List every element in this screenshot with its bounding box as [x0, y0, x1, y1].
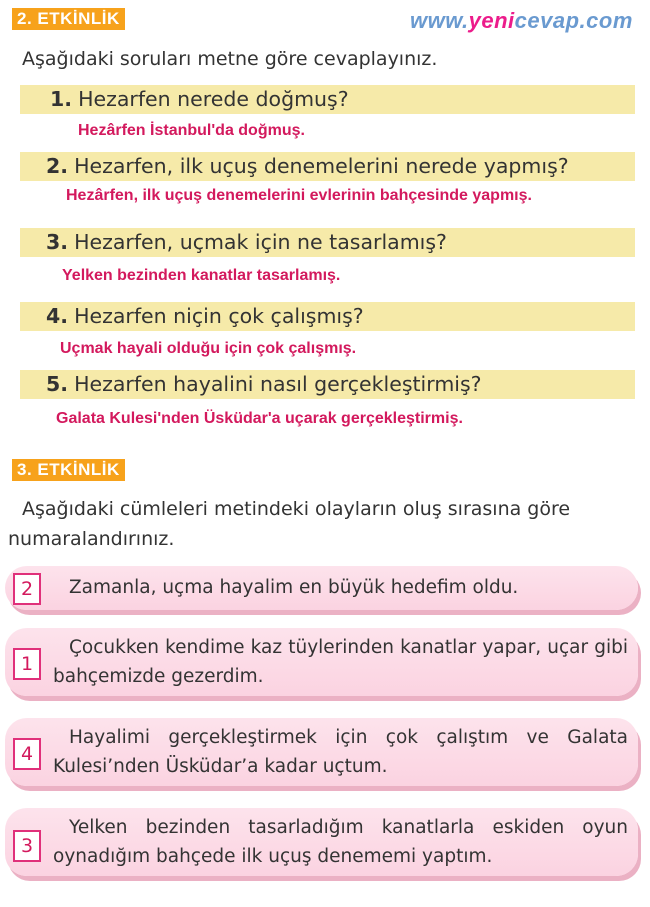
question-3 [46, 230, 447, 254]
ordering-text: Hayalimi gerçekleştirmek için çok çalıştım ve Galata Kulesi’nden Üsküdar’a kadar uçtum. [53, 727, 628, 777]
activity-2-badge: 2. ETKİNLİK [12, 8, 125, 30]
order-number-box: 1 [13, 648, 41, 680]
ordering-item-1 [5, 566, 638, 610]
ordering-item-3 [5, 718, 638, 786]
answer-1: Hezârfen İstanbul'da doğmuş. [78, 122, 305, 139]
question-text: Hezarfen niçin çok çalışmış? [74, 304, 364, 328]
question-2 [46, 154, 569, 178]
question-number: 5. [46, 372, 69, 396]
question-number: 1. [50, 87, 73, 111]
question-number: 3. [46, 230, 69, 254]
question-4 [46, 304, 364, 328]
activity-3-badge: 3. ETKİNLİK [12, 459, 125, 481]
site-highlight: yeni [468, 8, 515, 33]
ordering-text: Zamanla, uçma hayalim en büyük hedefim oldu. [69, 577, 519, 598]
question-text: Hezarfen, ilk uçuş denemelerini nerede yapmış? [74, 154, 569, 178]
order-number-box: 4 [13, 738, 41, 770]
order-number-box: 2 [13, 573, 41, 605]
question-text: Hezarfen nerede doğmuş? [78, 87, 349, 111]
question-text: Hezarfen, uçmak için ne tasarlamış? [74, 230, 447, 254]
site-suffix: cevap.com [514, 8, 633, 33]
question-1 [50, 87, 349, 111]
question-text: Hezarfen hayalini nasıl gerçekleştirmiş? [74, 372, 482, 396]
activity-2-instruction: Aşağıdaki soruları metne göre cevaplayınız. [22, 48, 438, 70]
activity-3-instruction: Aşağıdaki cümleleri metindeki olayların oluş sırasına göre numaralandırınız. [8, 498, 571, 550]
question-number: 2. [46, 154, 69, 178]
question-number: 4. [46, 304, 69, 328]
ordering-item-2 [5, 628, 638, 696]
ordering-text: Çocukken kendime kaz tüylerinden kanatlar yapar, uçar gibi bahçemizde gezerdim. [53, 637, 628, 687]
answer-5: Galata Kulesi'nden Üsküdar'a uçarak gerçekleştirmiş. [56, 410, 463, 427]
answer-2: Hezârfen, ilk uçuş denemelerini evlerinin bahçesinde yapmış. [66, 187, 532, 204]
ordering-text: Yelken bezinden tasarladığım kanatlarla eskiden oyun oynadığım bahçede ilk uçuş denememi yaptım. [53, 817, 628, 867]
answer-4: Uçmak hayali olduğu için çok çalışmış. [60, 340, 357, 357]
site-prefix: www. [410, 8, 469, 33]
order-number-box: 3 [13, 830, 41, 862]
answer-3: Yelken bezinden kanatlar tasarlamış. [62, 267, 341, 284]
question-5 [46, 372, 482, 396]
ordering-item-4 [5, 808, 638, 876]
website-watermark [410, 8, 633, 34]
